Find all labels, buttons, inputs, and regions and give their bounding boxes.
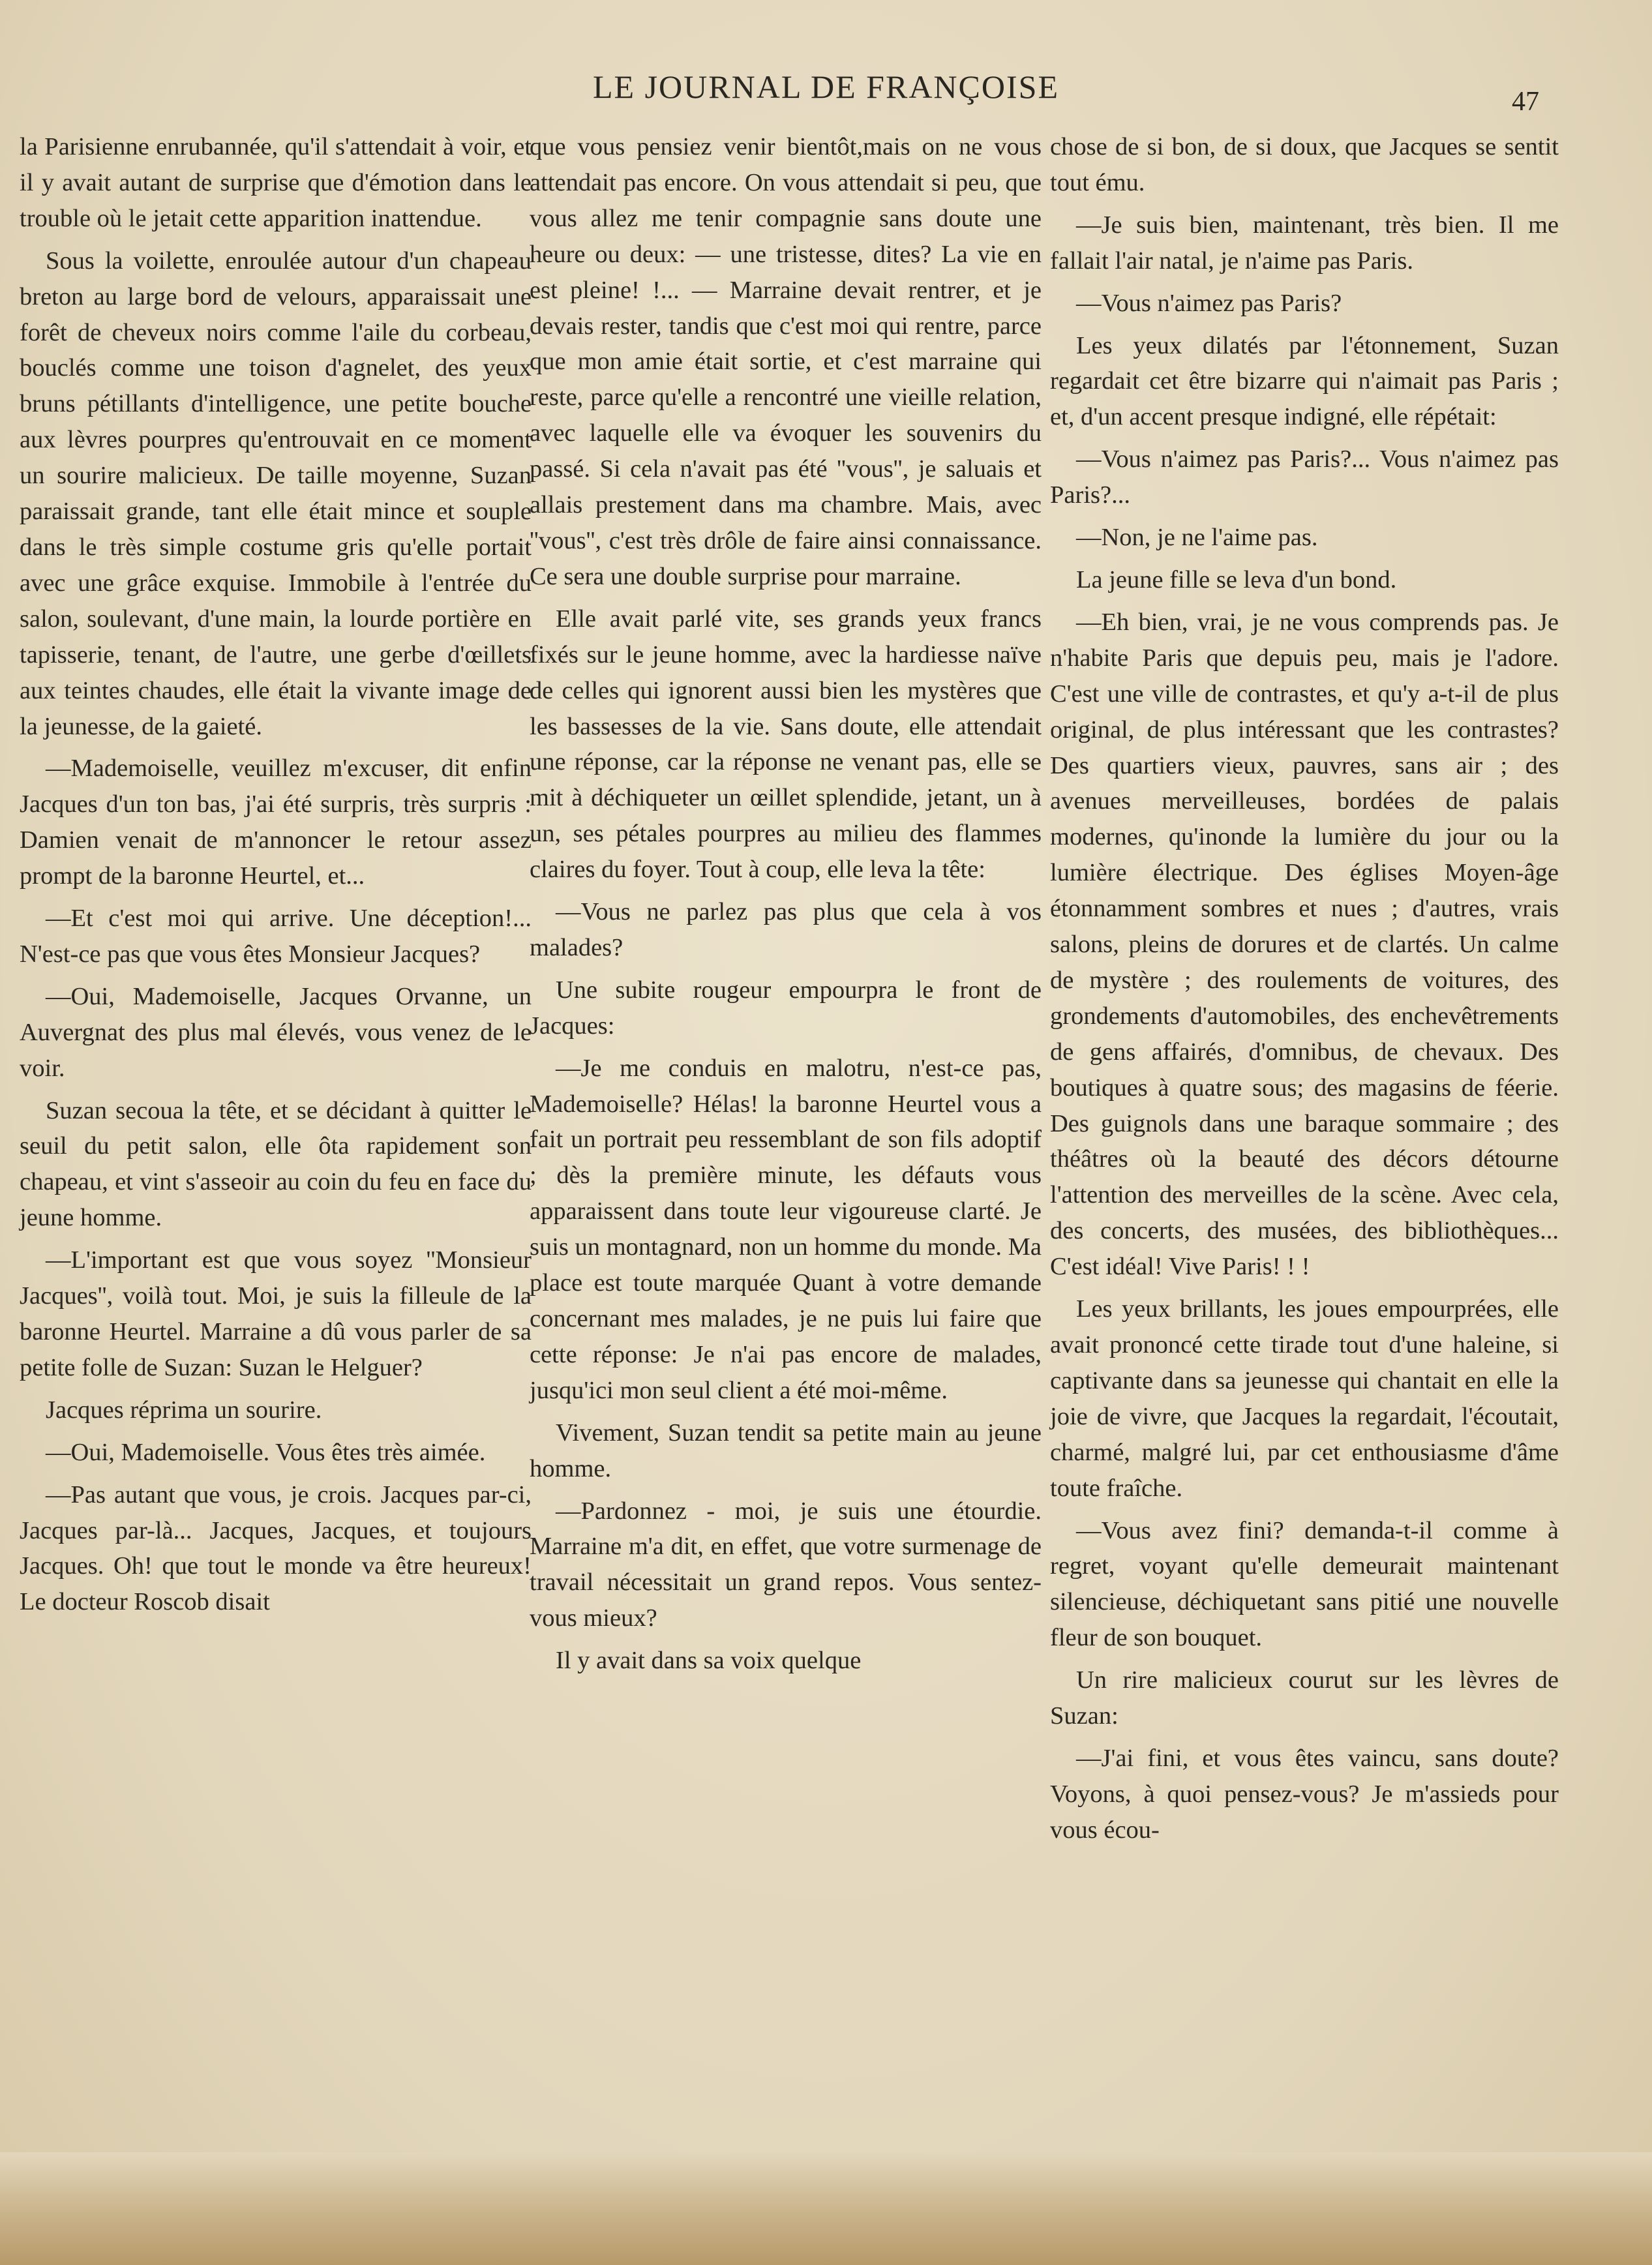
paragraph: —Vous n'aimez pas Paris? xyxy=(1076,289,1342,317)
page-number: 47 xyxy=(1512,87,1539,117)
paragraph: Jacques réprima un sourire. xyxy=(46,1396,322,1424)
paragraph: Vivement, Suzan tendit sa petite main au jeune homme. xyxy=(530,1418,1042,1482)
paragraph: —Non, je ne l'aime pas. xyxy=(1076,524,1318,552)
paragraph: Les yeux dilatés par l'étonnement, Suzan regardait cet être bizarre qui n'aimait pas Paris ; et, d'un accent presque indigné, elle répétait: xyxy=(1050,331,1559,431)
paragraph: —Vous avez fini? demanda-t-il comme à regret, voyant qu'elle demeurait maintenant silencieuse, déchiquetant sans pitié une nouvelle fleur de son bouquet. xyxy=(1050,1516,1559,1652)
paragraph: —Vous n'aimez pas Paris?... Vous n'aimez pas Paris?... xyxy=(1050,445,1559,509)
paragraph: —Vous ne parlez pas plus que cela à vos malades? xyxy=(530,898,1042,961)
text-column-3 xyxy=(1050,129,1559,1855)
paragraph: Une subite rougeur empourpra le front de Jacques: xyxy=(530,976,1042,1040)
paragraph: —J'ai fini, et vous êtes vaincu, sans doute? Voyons, à quoi pensez-vous? Je m'assieds pour vous écou- xyxy=(1050,1744,1559,1844)
paragraph: Les yeux brillants, les joues empourprées, elle avait prononcé cette tirade tout d'une haleine, si captivante dans sa jeunesse qui chantait en elle la joie de vivre, que Jacques la regardait, l'écoutait, charmé, malgré lui, par cet enthousiasme d'âme toute fraîche. xyxy=(1050,1295,1559,1502)
paragraph: Il y avait dans sa voix quelque xyxy=(556,1647,862,1675)
paragraph: —L'important est que vous soyez ''Monsieur Jacques'', voilà tout. Moi, je suis la filleule de la baronne Heurtel. Marraine a dû vous parler de sa petite folle de Suzan: Suzan le Helguer? xyxy=(20,1246,532,1381)
paragraph: —Je suis bien, maintenant, très bien. Il me fallait l'air natal, je n'aime pas Paris. xyxy=(1050,211,1559,275)
paragraph: Elle avait parlé vite, ses grands yeux francs fixés sur le jeune homme, avec la hardiesse naïve de celles qui ignorent aussi bien les mystères que les bassesses de la vie. Sans doute, elle attendait une réponse, car la réponse ne venant pas, elle se mit à déchiqueter un œillet splendide, jetant, un à un, ses pétales pourpres au milieu des flammes claires du foyer. Tout à coup, elle leva la tête: xyxy=(530,605,1042,884)
paragraph: La jeune fille se leva d'un bond. xyxy=(1076,565,1397,593)
paragraph: —Je me conduis en malotru, n'est-ce pas, Mademoiselle? Hélas! la baronne Heurtel vous a fait un portrait peu ressemblant de son fils adoptif ; dès la première minute, les défauts vous apparaissent dans toute leur vigoureuse clarté. Je suis un montagnard, non un homme du monde. Ma place est toute marquée Quant à votre demande concernant mes malades, je ne puis lui faire que cette réponse: Je n'ai pas encore de malades, jusqu'ici mon seul client a été moi-même. xyxy=(530,1054,1042,1404)
paragraph: Un rire malicieux courut sur les lèvres de Suzan: xyxy=(1050,1666,1559,1730)
paragraph: —Pardonnez - moi, je suis une étourdie. Marraine m'a dit, en effet, que votre surmenage de travail nécessitait un grand repos. Vous sentez-vous mieux? xyxy=(530,1497,1042,1632)
text-column-2 xyxy=(530,129,1042,1685)
paragraph: chose de si bon, de si doux, que Jacques se sentit tout ému. xyxy=(1050,133,1559,196)
paragraph: —Oui, Mademoiselle, Jacques Orvanne, un Auvergnat des plus mal élevés, vous venez de le voir. xyxy=(20,982,532,1082)
paragraph: —Oui, Mademoiselle. Vous êtes très aimée. xyxy=(46,1438,486,1466)
paragraph: —Mademoiselle, veuillez m'excuser, dit enfin Jacques d'un ton bas, j'ai été surpris, très surpris : Damien venait de m'annoncer le retour assez prompt de la baronne Heurtel, et... xyxy=(20,755,532,890)
journal-title: LE JOURNAL DE FRANÇOISE xyxy=(593,68,1059,105)
paragraph: Sous la voilette, enroulée autour d'un chapeau breton au large bord de velours, apparaissait une forêt de cheveux noirs comme l'aile du corbeau, bouclés comme une toison d'agnelet, des yeux bruns pétillants d'intelligence, une petite bouche aux lèvres pourpres qu'entrouvait en ce moment un sourire malicieux. De taille moyenne, Suzan paraissait grande, tant elle était mince et souple dans le très simple costume gris qu'elle portait avec une grâce exquise. Immobile à l'entrée du salon, soulevant, d'une main, la lourde portière en tapisserie, tenant, de l'autre, une gerbe d'œillets aux teintes chaudes, elle était la vivante image de la jeunesse, de la gaieté. xyxy=(20,247,532,740)
torn-paper-edge xyxy=(0,2152,1652,2265)
paragraph: —Eh bien, vrai, je ne vous comprends pas. Je n'habite Paris que depuis peu, mais je l'adore. C'est une ville de contrastes, et qu'y a-t-il de plus original, de plus intéressant que les contrastes? Des quartiers vieux, pauvres, sans air ; des avenues merveilleuses, bordées de palais modernes, qu'inonde la lumière du jour ou la lumière électrique. Des églises Moyen-âge étonnamment sombres et nues ; d'autres, vrais salons, pleins de dorures et de clartés. Un calme de mystère ; des roulements de voitures, des grondements d'automobiles, des enchevêtrements de gens affairés, d'omnibus, de chevaux. Des boutiques à quatre sous; des magasins de féerie. Des guignols dans une baraque sommaire ; des théâtres où la beauté des décors détourne l'attention des merveilles de la scène. Avec cela, des concerts, des musées, des bibliothèques... C'est idéal! Vive Paris! ! ! xyxy=(1050,608,1559,1281)
paragraph: —Et c'est moi qui arrive. Une déception!... N'est-ce pas que vous êtes Monsieur Jacques? xyxy=(20,905,532,968)
paragraph: Suzan secoua la tête, et se décidant à quitter le seuil du petit salon, elle ôta rapidement son chapeau, et vint s'asseoir au coin du feu en face du jeune homme. xyxy=(20,1096,532,1232)
paragraph: que vous pensiez venir bientôt,mais on ne vous attendait pas encore. On vous attendait si peu, que vous allez me tenir compagnie sans doute une heure ou deux: — une tristesse, dites? La vie en est pleine! !... — Marraine devait rentrer, et je devais rester, tandis que c'est moi qui rentre, parce que mon amie était sortie, et c'est marraine qui reste, parce qu'elle a rencontré une vieille relation, avec laquelle elle va évoquer les souvenirs du passé. Si cela n'avait pas été ''vous'', je saluais et allais prestement dans ma chambre. Mais, avec ''vous'', c'est très drôle de faire ainsi connaissance. Ce sera une double surprise pour marraine. xyxy=(530,133,1042,590)
text-column-1 xyxy=(20,129,532,1627)
paragraph: la Parisienne enrubannée, qu'il s'attendait à voir, et il y avait autant de surprise que d'émotion dans le trouble où le jetait cette apparition inattendue. xyxy=(20,133,532,232)
paragraph: —Pas autant que vous, je crois. Jacques par-ci, Jacques par-là... Jacques, Jacques, et toujours Jacques. Oh! que tout le monde va être heureux! Le docteur Roscob disait xyxy=(20,1480,532,1616)
